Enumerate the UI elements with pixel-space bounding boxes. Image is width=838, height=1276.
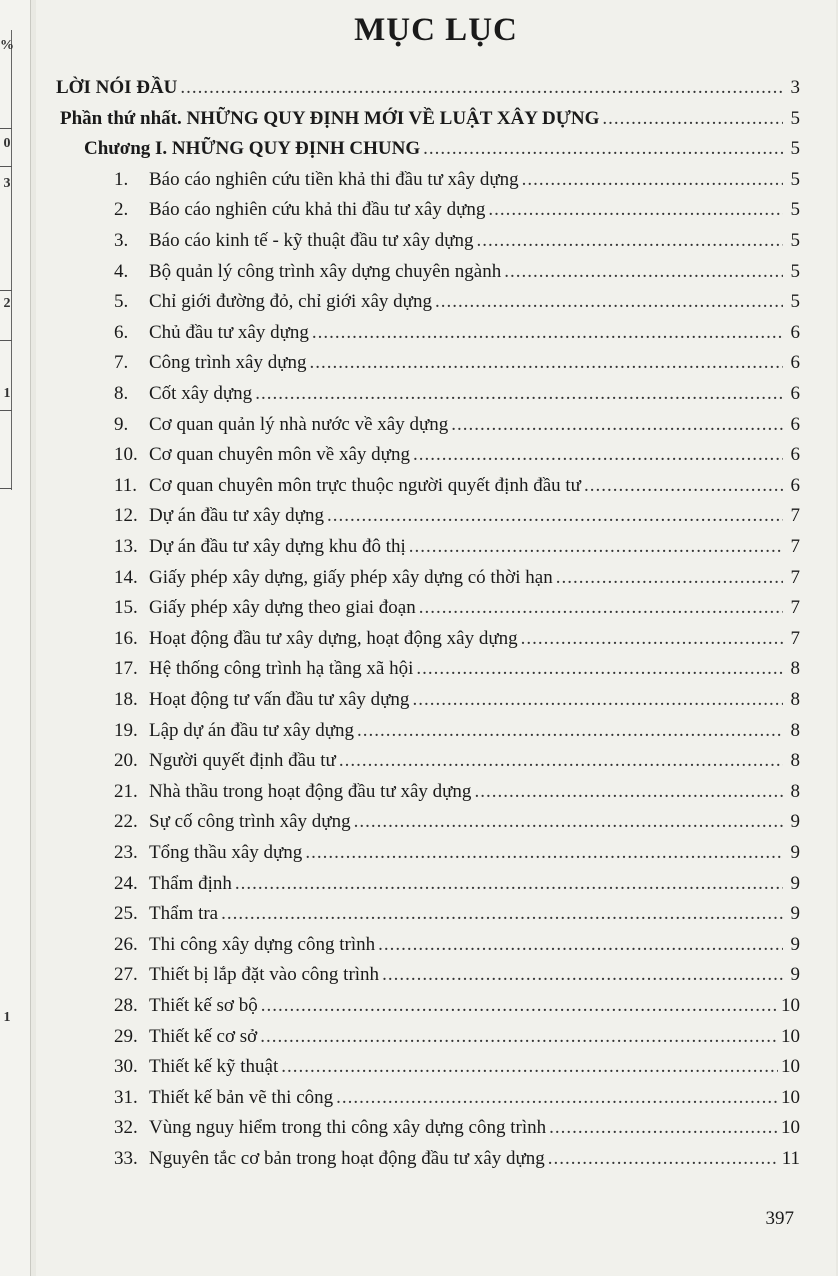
dot-leader xyxy=(435,290,783,314)
toc-entry-text: Hệ thống công trình hạ tầng xã hội xyxy=(149,658,414,680)
toc-entry-text: Sự cố công trình xây dựng xyxy=(149,811,351,833)
toc-entry xyxy=(114,168,800,192)
toc-entry-text: Tổng thầu xây dựng xyxy=(149,842,303,863)
toc-entry xyxy=(114,719,800,743)
toc-entry-text: Báo cáo nghiên cứu khả thi đầu tư xây dựng xyxy=(149,199,486,221)
dot-leader xyxy=(556,566,783,590)
dot-leader xyxy=(327,504,783,528)
toc-entry-number: 13. xyxy=(114,536,138,557)
toc-entry-page: 7 xyxy=(790,566,800,588)
toc-entry-text: Người quyết định đầu tư xyxy=(149,750,336,772)
toc-entry xyxy=(114,504,800,528)
toc-entry-text: Nhà thầu trong hoạt động đầu tư xây dựng xyxy=(149,780,472,802)
toc-entry xyxy=(114,474,800,498)
dot-leader xyxy=(281,1055,778,1079)
dot-leader xyxy=(504,260,783,284)
toc-entry-text: Thiết kế bản vẽ thi công xyxy=(149,1086,334,1108)
toc-entry-page: 6 xyxy=(790,383,800,404)
toc-entry-page: 9 xyxy=(790,872,800,894)
toc-entry-text: Công trình xây dựng xyxy=(149,352,307,374)
toc-entry-number: 9. xyxy=(114,413,129,435)
toc-entry-text: Giấy phép xây dựng theo giai đoạn xyxy=(149,597,416,619)
toc-entry xyxy=(114,963,800,987)
toc-entry xyxy=(114,1116,800,1140)
toc-entry-page: 6 xyxy=(790,352,800,374)
toc-entry-text: Dự án đầu tư xây dựng xyxy=(149,505,324,527)
dot-leader xyxy=(474,780,783,804)
toc-entry-page: 5 xyxy=(790,291,800,313)
dot-leader xyxy=(423,137,783,161)
toc-entry-page: 6 xyxy=(790,444,800,466)
toc-entry-number: 10. xyxy=(114,444,138,466)
dot-leader xyxy=(378,933,783,957)
toc-entry-number: 25. xyxy=(114,903,138,925)
toc-entry xyxy=(114,872,800,896)
adjacent-page-strip xyxy=(0,0,31,1276)
dot-leader xyxy=(260,1025,778,1049)
adjacent-page-tick xyxy=(0,166,12,167)
toc-entry xyxy=(114,902,800,926)
dot-leader xyxy=(336,1086,778,1110)
toc-entry-page: 5 xyxy=(790,199,800,221)
toc-entry-text: Hoạt động tư vấn đầu tư xây dựng xyxy=(149,689,410,710)
toc-entry-page: 7 xyxy=(790,536,800,557)
toc-entry xyxy=(114,810,800,834)
adjacent-page-tick xyxy=(0,488,12,489)
toc-entry-page: 10 xyxy=(781,1056,800,1078)
toc-entry-number: 30. xyxy=(114,1056,138,1078)
toc-entry-number: 7. xyxy=(114,352,129,374)
toc-entry-text: Giấy phép xây dựng, giấy phép xây dựng có thời hạn xyxy=(149,566,553,588)
toc-entry-number: 20. xyxy=(114,750,138,772)
dot-leader xyxy=(305,841,783,865)
dot-leader xyxy=(261,994,778,1018)
toc-entry xyxy=(114,382,800,406)
toc-entry xyxy=(114,688,800,712)
toc-entry-number: 12. xyxy=(114,505,138,527)
adjacent-page-tick xyxy=(0,128,12,129)
toc-entry-text: Thiết kế kỹ thuật xyxy=(149,1056,279,1078)
toc-entry xyxy=(114,290,800,314)
toc-entry-text: Nguyên tắc cơ bản trong hoạt động đầu tư xây dựng xyxy=(149,1148,545,1169)
dot-leader xyxy=(416,657,783,681)
adjacent-page-fragment: 0 xyxy=(3,136,11,151)
dot-leader xyxy=(451,413,783,437)
dot-leader xyxy=(357,719,783,743)
toc-entry-page: 7 xyxy=(790,627,800,649)
toc-entry xyxy=(114,1147,800,1171)
toc-entry-page: 7 xyxy=(790,597,800,619)
toc-entry-number: 14. xyxy=(114,566,138,588)
toc-entry-number: 4. xyxy=(114,260,129,282)
dot-leader xyxy=(419,596,783,620)
dot-leader xyxy=(354,810,783,834)
toc-entry-number: 17. xyxy=(114,658,138,680)
toc-entry-number: 8. xyxy=(114,383,129,404)
adjacent-page-fragment: 2 xyxy=(3,296,11,311)
toc-entry-page: 9 xyxy=(790,903,800,925)
toc-entry-number: 21. xyxy=(114,780,138,802)
toc-entry-text: Thẩm định xyxy=(149,872,232,894)
toc-entry-number: 19. xyxy=(114,719,138,741)
toc-entry xyxy=(114,229,800,253)
toc-entry-page: 8 xyxy=(790,658,800,680)
toc-entry xyxy=(114,933,800,957)
toc-entry-text: Thẩm tra xyxy=(149,903,219,925)
toc-entry-number: 15. xyxy=(114,597,138,619)
toc-entry xyxy=(114,1086,800,1110)
dot-leader xyxy=(339,749,783,773)
toc-entry-number: 3. xyxy=(114,230,129,251)
toc-entry-page: 5 xyxy=(790,107,800,129)
page-title: MỤC LỤC xyxy=(354,12,518,48)
toc-entry-page: 10 xyxy=(781,995,800,1016)
toc-heading xyxy=(84,137,800,161)
toc-entry xyxy=(114,198,800,222)
dot-leader xyxy=(312,321,783,345)
toc-entry-text: Chương I. NHỮNG QUY ĐỊNH CHUNG xyxy=(84,138,421,160)
dot-leader xyxy=(412,688,783,712)
toc-entry-text: Cơ quan chuyên môn về xây dựng xyxy=(149,444,410,466)
toc-entry-text: Cơ quan chuyên môn trực thuộc người quyết định đầu tư xyxy=(149,474,581,496)
dot-leader xyxy=(549,1116,778,1140)
toc-entry-number: 18. xyxy=(114,689,138,710)
page-number: 397 xyxy=(765,1208,794,1229)
toc-entry-page: 3 xyxy=(790,77,800,98)
toc-entry-page: 11 xyxy=(781,1148,800,1169)
toc-entry-page: 10 xyxy=(781,1086,800,1108)
dot-leader xyxy=(548,1147,779,1171)
book-page xyxy=(36,0,836,1276)
toc-entry-number: 24. xyxy=(114,872,138,894)
toc-entry xyxy=(114,841,800,865)
toc-entry xyxy=(114,566,800,590)
toc-entry-page: 8 xyxy=(790,750,800,772)
toc-entry-page: 10 xyxy=(781,1025,800,1047)
toc-entry-text: Chủ đầu tư xây dựng xyxy=(149,321,309,343)
toc-entry-number: 33. xyxy=(114,1148,138,1169)
toc-entry-page: 8 xyxy=(790,780,800,802)
dot-leader xyxy=(602,107,783,131)
toc-entry-number: 2. xyxy=(114,199,129,221)
adjacent-page-fragment: 3 xyxy=(3,176,11,191)
toc-entry-number: 26. xyxy=(114,933,138,955)
toc-entry xyxy=(114,657,800,681)
dot-leader xyxy=(180,76,783,100)
toc-entry-page: 8 xyxy=(790,719,800,741)
toc-entry-page: 7 xyxy=(790,505,800,527)
adjacent-page-rule xyxy=(11,30,12,490)
toc-entry-number: 31. xyxy=(114,1086,138,1108)
toc-entry-page: 6 xyxy=(790,413,800,435)
toc-entry-text: Thiết kế sơ bộ xyxy=(149,995,258,1016)
toc-entry-text: Dự án đầu tư xây dựng khu đô thị xyxy=(149,536,406,557)
dot-leader xyxy=(409,535,783,559)
toc-entry xyxy=(114,351,800,375)
dot-leader xyxy=(221,902,783,926)
toc-entry-page: 9 xyxy=(790,964,800,986)
toc-entry-page: 9 xyxy=(790,933,800,955)
toc-entry-number: 6. xyxy=(114,321,129,343)
dot-leader xyxy=(521,627,783,651)
toc-entry xyxy=(114,443,800,467)
toc-entry-number: 23. xyxy=(114,842,138,863)
adjacent-page-tick xyxy=(0,410,12,411)
toc-entry-page: 10 xyxy=(781,1117,800,1139)
toc-entry xyxy=(114,1025,800,1049)
toc-entry xyxy=(114,260,800,284)
dot-leader xyxy=(488,198,783,222)
toc-entry xyxy=(114,413,800,437)
toc-entry-page: 8 xyxy=(790,689,800,710)
toc-entry-number: 28. xyxy=(114,995,138,1016)
toc-entry-page: 9 xyxy=(790,842,800,863)
toc-entry-number: 27. xyxy=(114,964,138,986)
toc-entry-page: 5 xyxy=(790,138,800,160)
toc-entry-text: Báo cáo kinh tế - kỹ thuật đầu tư xây dựng xyxy=(149,230,474,251)
dot-leader xyxy=(235,872,783,896)
adjacent-page-tick xyxy=(0,290,12,291)
toc-entry-text: Báo cáo nghiên cứu tiền khả thi đầu tư xây dựng xyxy=(149,168,519,190)
toc-entry xyxy=(114,321,800,345)
dot-leader xyxy=(584,474,783,498)
toc-entry-number: 1. xyxy=(114,168,129,190)
dot-leader xyxy=(413,443,783,467)
toc-entry-page: 9 xyxy=(790,811,800,833)
toc-entry-number: 22. xyxy=(114,811,138,833)
toc-entry-page: 5 xyxy=(790,260,800,282)
dot-leader xyxy=(477,229,783,253)
toc-heading xyxy=(56,76,800,100)
toc-entry-number: 11. xyxy=(114,474,138,496)
toc-entry xyxy=(114,780,800,804)
toc-entry-text: Phần thứ nhất. NHỮNG QUY ĐỊNH MỚI VỀ LUẬT XÂY DỰNG xyxy=(60,107,600,129)
toc-heading xyxy=(60,107,800,131)
toc-entry-text: Vùng nguy hiểm trong thi công xây dựng công trình xyxy=(149,1117,547,1139)
toc-entry-text: Lập dự án đầu tư xây dựng xyxy=(149,719,355,741)
toc-entry-text: Cốt xây dựng xyxy=(149,383,253,404)
toc-entry-text: Bộ quản lý công trình xây dựng chuyên ngành xyxy=(149,260,502,282)
toc-entry-text: Cơ quan quản lý nhà nước về xây dựng xyxy=(149,413,449,435)
toc-entry xyxy=(114,596,800,620)
toc-entry-page: 6 xyxy=(790,321,800,343)
toc-entry-page: 6 xyxy=(790,474,800,496)
dot-leader xyxy=(255,382,783,406)
dot-leader xyxy=(310,351,783,375)
adjacent-page-fragment: 1 xyxy=(3,386,11,401)
toc-entry-page: 5 xyxy=(790,168,800,190)
toc-entry xyxy=(114,1055,800,1079)
toc-entry xyxy=(114,627,800,651)
toc-entry xyxy=(114,749,800,773)
dot-leader xyxy=(522,168,783,192)
adjacent-page-fragment: 1 xyxy=(3,1010,11,1025)
toc-entry-text: Thiết bị lắp đặt vào công trình xyxy=(149,964,380,986)
dot-leader xyxy=(382,963,783,987)
toc-entry xyxy=(114,994,800,1018)
adjacent-page-fragment: % xyxy=(0,38,14,53)
toc-entry-number: 16. xyxy=(114,627,138,649)
toc-entry-text: Thiết kế cơ sở xyxy=(149,1025,258,1047)
toc-entry-page: 5 xyxy=(790,230,800,251)
toc-entry-number: 29. xyxy=(114,1025,138,1047)
toc-entry-text: Chỉ giới đường đỏ, chỉ giới xây dựng xyxy=(149,291,432,313)
toc-entry-text: LỜI NÓI ĐẦU xyxy=(56,77,178,98)
toc-entry-number: 5. xyxy=(114,291,129,313)
toc-entry-text: Thi công xây dựng công trình xyxy=(149,933,376,955)
toc-entry-number: 32. xyxy=(114,1117,138,1139)
toc-entry-text: Hoạt động đầu tư xây dựng, hoạt động xây dựng xyxy=(149,627,518,649)
toc-entry xyxy=(114,535,800,559)
adjacent-page-tick xyxy=(0,340,12,341)
